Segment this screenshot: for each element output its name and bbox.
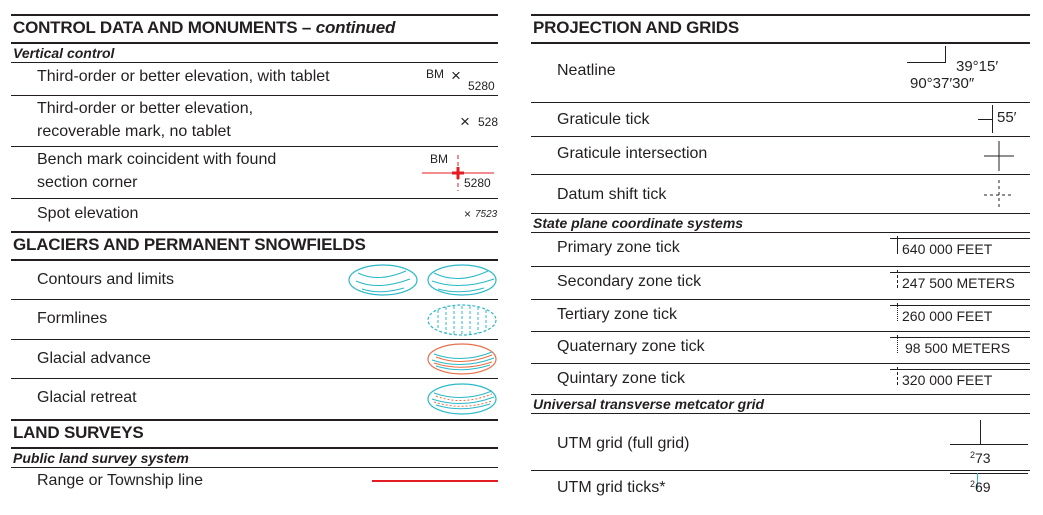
zone-line bbox=[890, 238, 1030, 239]
neatline-symbol bbox=[900, 44, 1030, 102]
datum-shift-tick-icon bbox=[970, 175, 1030, 214]
elevation-value: 528 bbox=[478, 115, 499, 129]
grid-line-horizontal bbox=[950, 473, 1028, 474]
elevation-value: 5280 bbox=[468, 79, 495, 93]
section-title-continued: continued bbox=[315, 18, 396, 37]
elevation-value: 7523 bbox=[475, 209, 498, 220]
bench-mark-corner-symbol bbox=[418, 147, 498, 198]
longitude-label: 90°37′30″ bbox=[910, 75, 975, 92]
row-tertiary-zone-tick bbox=[531, 300, 1030, 332]
zone-tick-mark bbox=[897, 270, 898, 288]
utm-label bbox=[970, 479, 991, 495]
section-title-projection: PROJECTION AND GRIDS bbox=[531, 14, 1030, 44]
row-graticule-intersection bbox=[531, 137, 1030, 175]
zone-tick-symbol bbox=[885, 332, 1030, 363]
utm-superscript: 2 bbox=[970, 479, 976, 489]
subtitle-state-plane: State plane coordinate systems bbox=[531, 214, 1030, 233]
row-bench-mark-section-corner bbox=[11, 147, 498, 199]
row-glacier-contours bbox=[11, 261, 498, 300]
latitude-label: 39°15′ bbox=[956, 58, 999, 75]
zone-line bbox=[890, 337, 1030, 338]
row-utm-full-grid bbox=[531, 414, 1030, 471]
zone-tick-mark bbox=[897, 236, 898, 254]
zone-value: 247 500 METERS bbox=[902, 275, 1015, 291]
elevation-value: 5280 bbox=[464, 176, 491, 190]
glacial-advance-icon bbox=[426, 340, 498, 379]
utm-label bbox=[970, 450, 991, 466]
row-glacial-advance bbox=[11, 340, 498, 379]
row-graticule-tick bbox=[531, 103, 1030, 137]
row-elevation-no-tablet bbox=[11, 96, 498, 147]
elevation-tablet-symbol bbox=[418, 63, 498, 95]
section-title-text: CONTROL DATA AND MONUMENTS – bbox=[13, 18, 312, 37]
row-label: UTM grid (full grid) bbox=[557, 435, 690, 452]
zone-value: 640 000 FEET bbox=[902, 241, 993, 257]
row-label-line2: recoverable mark, no tablet bbox=[37, 123, 231, 140]
row-secondary-zone-tick bbox=[531, 267, 1030, 300]
x-mark-icon: × bbox=[451, 66, 461, 85]
row-elevation-tablet bbox=[11, 63, 498, 96]
row-label: Glacial advance bbox=[37, 350, 151, 367]
row-label: Secondary zone tick bbox=[557, 273, 702, 290]
zone-value: 98 500 METERS bbox=[905, 340, 1011, 356]
zone-line bbox=[890, 272, 1030, 273]
row-label: Quintary zone tick bbox=[557, 370, 686, 387]
utm-value: 73 bbox=[975, 450, 991, 466]
row-label: Formlines bbox=[37, 310, 108, 327]
zone-tick-symbol bbox=[885, 233, 1030, 266]
zone-tick-symbol bbox=[885, 300, 1030, 331]
row-primary-zone-tick bbox=[531, 233, 1030, 267]
x-mark-icon: × bbox=[460, 112, 470, 131]
row-range-township-line bbox=[11, 468, 498, 494]
bm-label: BM bbox=[430, 152, 448, 166]
right-column bbox=[531, 14, 1030, 507]
tick-vertical bbox=[992, 105, 993, 133]
subtitle-vertical-control: Vertical control bbox=[11, 44, 498, 63]
row-label: Contours and limits bbox=[37, 271, 174, 288]
left-column bbox=[11, 14, 498, 494]
glacier-formlines-icon bbox=[426, 300, 498, 340]
row-label: Datum shift tick bbox=[557, 186, 667, 203]
zone-value: 260 000 FEET bbox=[902, 308, 993, 324]
subtitle-utm: Universal transverse metcator grid bbox=[531, 395, 1030, 414]
row-quaternary-zone-tick bbox=[531, 332, 1030, 364]
row-quintary-zone-tick bbox=[531, 364, 1030, 395]
graticule-value: 55′ bbox=[997, 109, 1017, 126]
row-utm-grid-ticks bbox=[531, 471, 1030, 507]
row-label: Tertiary zone tick bbox=[557, 306, 678, 323]
row-label: Graticule tick bbox=[557, 111, 650, 128]
section-title-land-surveys: LAND SURVEYS bbox=[11, 419, 498, 449]
row-glacier-formlines bbox=[11, 300, 498, 340]
row-label-line1: Third-order or better elevation, bbox=[37, 100, 254, 117]
grid-line-horizontal bbox=[950, 444, 1028, 445]
row-glacial-retreat bbox=[11, 379, 498, 419]
row-datum-shift-tick bbox=[531, 175, 1030, 214]
row-label: UTM grid ticks* bbox=[557, 479, 666, 496]
spot-elevation-symbol bbox=[418, 199, 498, 231]
section-title-control bbox=[11, 14, 498, 44]
red-cross-icon bbox=[418, 147, 498, 199]
graticule-tick-symbol bbox=[970, 103, 1030, 136]
graticule-intersection-icon bbox=[970, 137, 1030, 175]
utm-value: 69 bbox=[975, 479, 991, 495]
zone-tick-mark bbox=[897, 335, 898, 353]
red-line-symbol bbox=[372, 480, 498, 482]
row-label: Neatline bbox=[557, 62, 616, 79]
row-spot-elevation bbox=[11, 199, 498, 231]
utm-grid-ticks-symbol bbox=[940, 471, 1030, 507]
zone-tick-mark bbox=[897, 367, 898, 385]
elevation-no-tablet-symbol bbox=[418, 96, 498, 146]
row-neatline bbox=[531, 44, 1030, 103]
glacial-retreat-icon bbox=[426, 379, 498, 419]
bm-label: BM bbox=[426, 67, 444, 81]
glacier-contours-icon bbox=[348, 261, 498, 299]
zone-value: 320 000 FEET bbox=[902, 372, 993, 388]
row-label-line1: Bench mark coincident with found bbox=[37, 151, 277, 168]
row-label: Glacial retreat bbox=[37, 389, 137, 406]
row-label: Quaternary zone tick bbox=[557, 338, 705, 355]
tick-horizontal bbox=[978, 119, 993, 120]
neatline-vertical bbox=[945, 46, 946, 63]
row-label: Spot elevation bbox=[37, 205, 139, 222]
zone-tick-symbol bbox=[885, 267, 1030, 299]
neatline-horizontal bbox=[907, 62, 945, 63]
utm-full-grid-symbol bbox=[940, 414, 1030, 470]
grid-line-vertical bbox=[980, 420, 981, 445]
zone-line bbox=[890, 369, 1030, 370]
utm-superscript: 2 bbox=[970, 450, 976, 460]
section-title-glaciers: GLACIERS AND PERMANENT SNOWFIELDS bbox=[11, 231, 498, 261]
subtitle-public-land-survey: Public land survey system bbox=[11, 449, 498, 468]
zone-tick-mark bbox=[897, 303, 898, 321]
row-label: Range or Township line bbox=[37, 472, 204, 489]
x-mark-icon: × bbox=[464, 207, 472, 221]
row-label: Graticule intersection bbox=[557, 145, 708, 162]
row-label: Primary zone tick bbox=[557, 239, 680, 256]
zone-tick-symbol bbox=[885, 364, 1030, 394]
row-label-line2: section corner bbox=[37, 174, 138, 191]
row-label: Third-order or better elevation, with tablet bbox=[37, 68, 330, 85]
zone-line bbox=[890, 305, 1030, 306]
